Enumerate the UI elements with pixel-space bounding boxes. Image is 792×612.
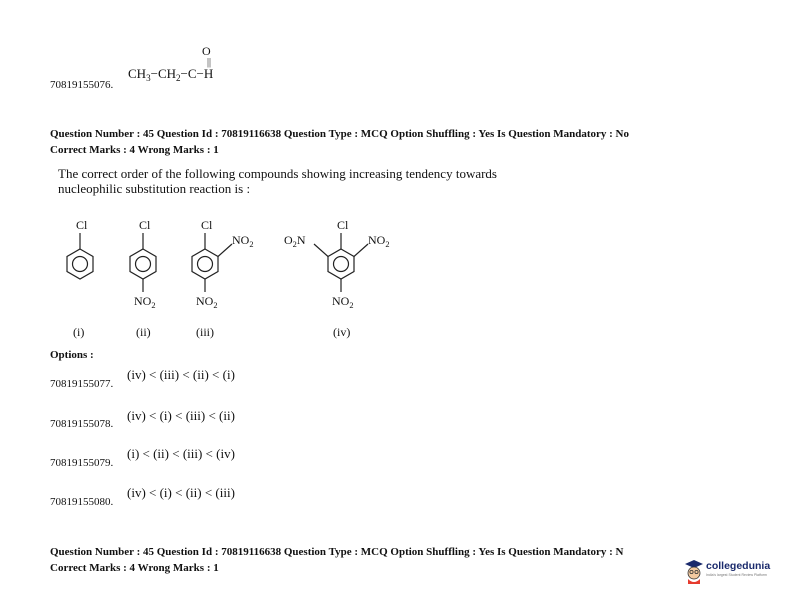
option-2-id: 70819155078. [50, 418, 114, 430]
cl-label-iii: Cl [201, 218, 213, 232]
benzene-ring-iv [314, 233, 368, 292]
next-question-header: Question Number : 45 Question Id : 70819116638 Question Type : MCQ Option Shuffling : Yes Is Question Mandatory : N [50, 546, 624, 558]
next-marks-line: Correct Marks : 4 Wrong Marks : 1 [50, 562, 219, 574]
no2-label-ii: $NO_2$ [134, 294, 156, 310]
compound-label-iii: (iii) [196, 325, 214, 339]
marks-line: Correct Marks : 4 Wrong Marks : 1 [50, 144, 219, 156]
no2-bottom-label-iii: $NO_2$ [196, 294, 218, 310]
compound-label-iv: (iv) [333, 325, 351, 339]
benzene-ring-ii [130, 233, 156, 292]
logo-tagline: India's largest Student Review Platform [706, 573, 767, 577]
option-2-text: (iv) < (i) < (iii) < (ii) [127, 408, 235, 423]
question-header: Question Number : 45 Question Id : 70819116638 Question Type : MCQ Option Shuffling : Yes Is Question Mandatory : No [50, 128, 629, 140]
cl-label-ii: Cl [139, 218, 151, 232]
compound-label-i: (i) [73, 325, 85, 339]
no2-right-label-iii: $NO_2$ [232, 233, 254, 249]
cl-label-iv: Cl [337, 218, 349, 232]
collegedunia-logo [683, 558, 783, 586]
options-label: Options : [50, 349, 94, 361]
no2-right-label-iv: $NO_2$ [368, 233, 390, 249]
option-1-text: (iv) < (iii) < (ii) < (i) [127, 367, 235, 382]
no2-bottom-label-iv: $NO_2$ [332, 294, 354, 310]
question-stem-line1: The correct order of the following compounds showing increasing tendency towards [58, 166, 497, 181]
o2n-left-label-iv: $O_2N$ [284, 233, 306, 249]
benzene-ring-i [67, 233, 93, 279]
double-bond: || [207, 57, 212, 68]
option-4-text: (iv) < (i) < (ii) < (iii) [127, 485, 235, 500]
compound-label-ii: (ii) [136, 325, 151, 339]
benzene-ring-iii [192, 233, 232, 292]
option-3-text: (i) < (ii) < (iii) < (iv) [127, 446, 235, 461]
cl-label-i: Cl [76, 218, 88, 232]
question-stem-line2: nucleophilic substitution reaction is : [58, 181, 251, 196]
prev-option-id: 70819155076. [50, 79, 114, 91]
logo-text: collegedunia [706, 560, 771, 572]
option-3-id: 70819155079. [50, 457, 114, 469]
option-4-id: 70819155080. [50, 496, 114, 508]
mascot-icon [683, 558, 705, 584]
option-1-id: 70819155077. [50, 378, 114, 390]
aldehyde-formula: $CH_3-CH_2-C-H$ [128, 66, 214, 83]
oxygen-label: O [202, 44, 211, 58]
